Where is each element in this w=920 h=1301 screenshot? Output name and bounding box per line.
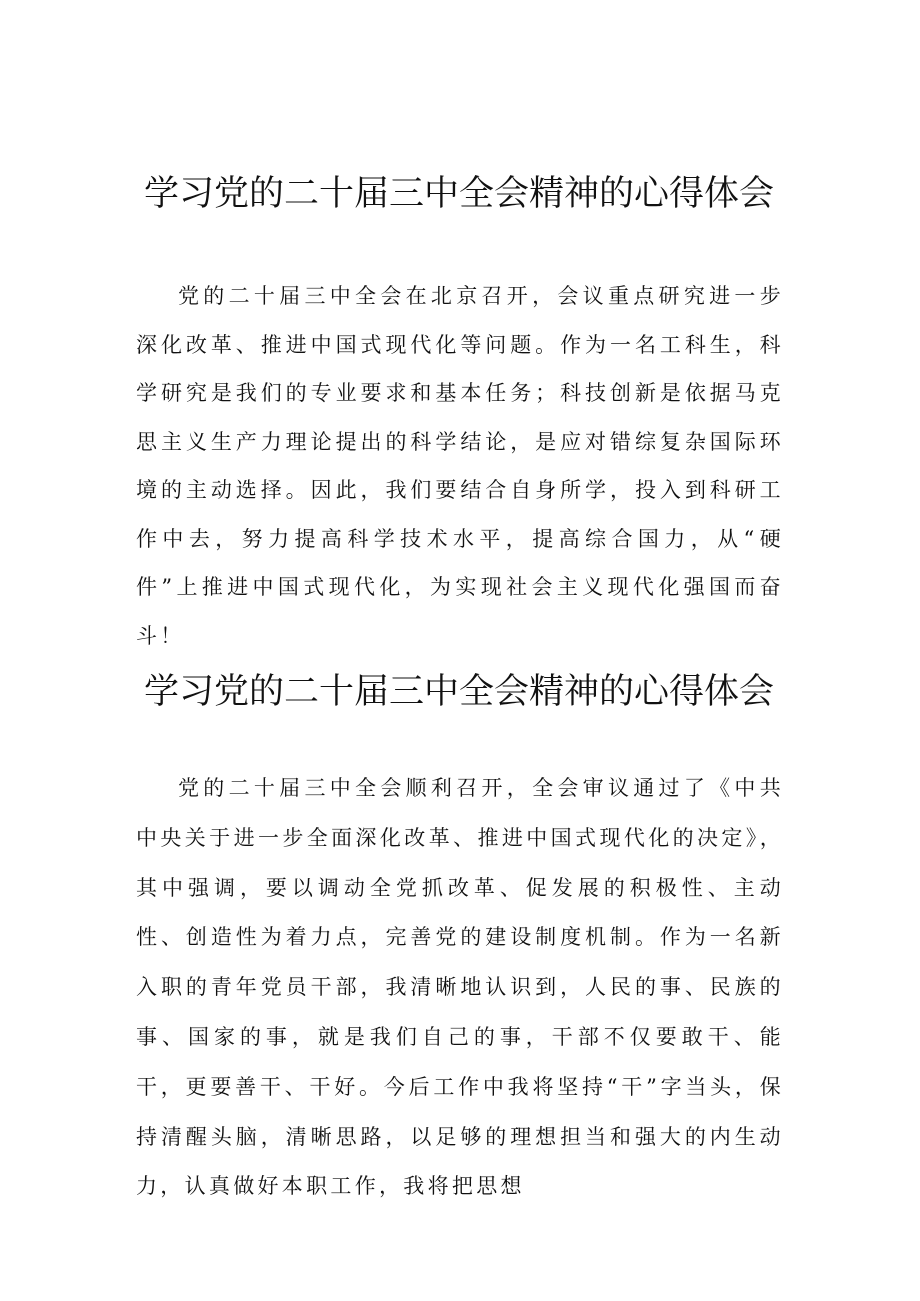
article-title-1: 学习党的二十届三中全会精神的心得体会 xyxy=(144,174,775,214)
article-body-2: 党的二十届三中全会顺利召开，全会审议通过了《中共中央关于进一步全面深化改革、推进中国式现代化的决定》，其中强调，要以调动全党抓改革、促发展的积极性、主动性、创造性为着力点，完善党的建设制度机制。作为一名新入职的青年党员干部，我清晰地认识到，人民的事、民族的事、国家的事，就是我们自己的事，干部不仅要敢干、能干，更要善干、干好。今后工作中我将坚持“干”字当头，保持清醒头脑，清晰思路，以足够的理想担当和强大的内生动力，认真做好本职工作，我将把思想 xyxy=(136,776,784,1199)
article-body-1: 党的二十届三中全会在北京召开，会议重点研究进一步深化改革、推进中国式现代化等问题。作为一名工科生，科学研究是我们的专业要求和基本任务；科技创新是依据马克思主义生产力理论提出的科学结论，是应对错综复杂国际环境的主动选择。因此，我们要结合自身所学，投入到科研工作中去，努力提高科学技术水平，提高综合国力，从“硬件”上推进中国式现代化，为实现社会主义现代化强国而奋斗！ xyxy=(136,284,784,648)
article-title-2: 学习党的二十届三中全会精神的心得体会 xyxy=(144,672,775,712)
